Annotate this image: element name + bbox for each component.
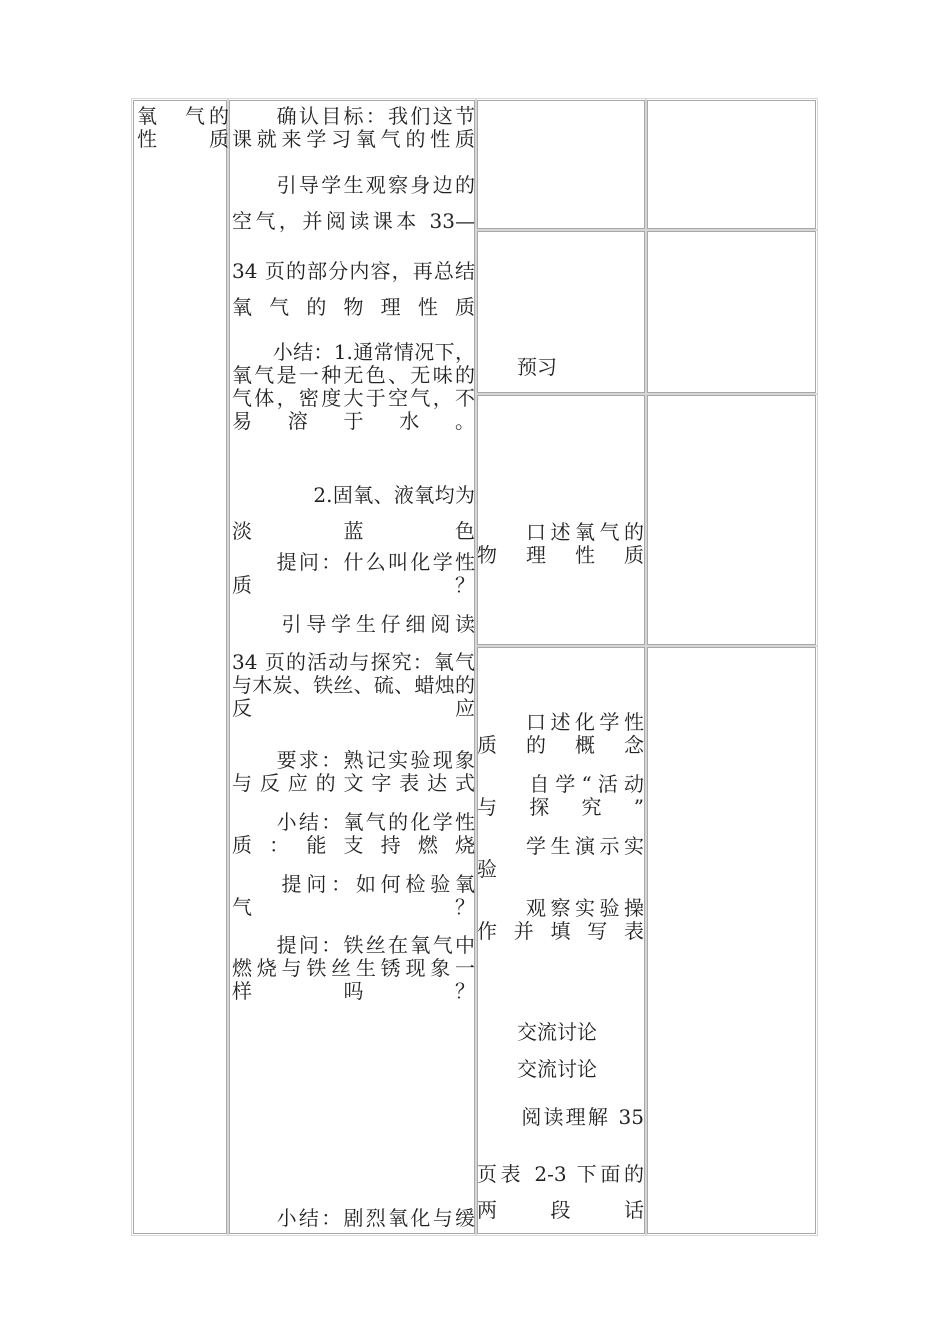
teacher-p6 bbox=[232, 551, 475, 597]
student-s8 bbox=[477, 1058, 644, 1081]
student-line: 与探究” bbox=[477, 795, 644, 819]
teacher-p3 bbox=[232, 253, 475, 325]
teacher-p7 bbox=[232, 613, 475, 636]
teacher-p11 bbox=[232, 873, 475, 919]
student-s6 bbox=[477, 897, 644, 943]
teacher-line: 确认目标：我们这节 bbox=[232, 104, 475, 128]
student-s10 bbox=[477, 1156, 644, 1228]
teacher-line: 氧气是一种无色、无味的 bbox=[232, 363, 475, 387]
student-s2 bbox=[477, 521, 644, 567]
student-s3 bbox=[477, 711, 644, 757]
student-line: 两段话 bbox=[477, 1198, 644, 1222]
teacher-line: 提问：铁丝在氧气中 bbox=[232, 933, 475, 957]
teacher-line: 气？ bbox=[232, 895, 475, 919]
student-s7 bbox=[477, 1021, 644, 1044]
teacher-line: 小结：剧烈氧化与缓 bbox=[232, 1206, 475, 1230]
student-line: 物理性质 bbox=[477, 543, 644, 567]
teacher-line: 淡蓝色 bbox=[232, 519, 475, 543]
teacher-line: 样吗？ bbox=[232, 979, 475, 1003]
student-line: 口述化学性 bbox=[477, 710, 644, 734]
student-line: 观察实验操 bbox=[477, 896, 644, 920]
teacher-p9 bbox=[232, 749, 475, 795]
teacher-p8 bbox=[232, 651, 475, 720]
teacher-p2 bbox=[232, 167, 475, 239]
teacher-line: 提问：如何检验氧 bbox=[232, 872, 475, 896]
notes-cell-row4 bbox=[647, 647, 816, 1234]
student-s1 bbox=[477, 356, 644, 379]
teacher-line: 34 页的活动与探究：氧气 bbox=[232, 650, 475, 674]
student-line: 作并填写表 bbox=[477, 919, 644, 943]
teacher-line: 与反应的文字表达式 bbox=[232, 771, 475, 795]
student-s9 bbox=[477, 1106, 644, 1129]
student-line: 交流讨论 bbox=[477, 1057, 597, 1081]
student-line: 质的概念 bbox=[477, 733, 644, 757]
teacher-line: 34 页的部分内容，再总结 bbox=[232, 259, 475, 283]
student-line: 自学“活动 bbox=[477, 772, 644, 796]
teacher-p1 bbox=[232, 105, 475, 151]
student-s5 bbox=[477, 835, 644, 881]
teacher-line: 引导学生仔细阅读 bbox=[232, 612, 475, 636]
teacher-line: 质：能支持燃烧 bbox=[232, 833, 475, 857]
teacher-line: 空气，并阅读课本 33— bbox=[232, 209, 475, 233]
student-line: 交流讨论 bbox=[477, 1020, 597, 1044]
teacher-line: 2.固氧、液氧均为 bbox=[232, 483, 475, 507]
student-line: 页表 2-3 下面的 bbox=[477, 1162, 644, 1186]
teacher-line: 与木炭、铁丝、硫、蜡烛的 bbox=[232, 673, 475, 697]
teacher-line: 小结：1.通常情况下， bbox=[232, 340, 475, 364]
topic-cell bbox=[133, 100, 227, 1234]
student-line: 预习 bbox=[477, 355, 557, 379]
notes-cell-row2 bbox=[647, 231, 816, 393]
notes-cell-row3 bbox=[647, 395, 816, 645]
teacher-line: 小结：氧气的化学性 bbox=[232, 810, 475, 834]
teacher-p10 bbox=[232, 811, 475, 857]
student-cell-row1 bbox=[477, 100, 645, 229]
teacher-p4 bbox=[232, 341, 475, 433]
teacher-line: 提问：什么叫化学性 bbox=[232, 550, 475, 574]
student-line: 验 bbox=[477, 857, 497, 881]
student-s4 bbox=[477, 773, 644, 819]
topic-text: 氧 气的性质 bbox=[137, 104, 229, 151]
teacher-line: 课就来学习氧气的性质 bbox=[232, 127, 475, 151]
teacher-line: 气体，密度大于空气，不 bbox=[232, 386, 475, 410]
teacher-p12 bbox=[232, 934, 475, 1003]
teacher-line: 反应 bbox=[232, 696, 475, 720]
teacher-line: 燃烧与铁丝生锈现象一 bbox=[232, 956, 475, 980]
student-line: 口述氧气的 bbox=[477, 520, 644, 544]
student-line: 学生演示实 bbox=[477, 834, 644, 858]
notes-cell-row1 bbox=[647, 100, 816, 229]
teacher-line: 易溶于水。 bbox=[232, 409, 475, 433]
teacher-line: 质？ bbox=[232, 573, 475, 597]
teacher-line: 氧气的物理性质 bbox=[232, 295, 475, 319]
teacher-line: 引导学生观察身边的 bbox=[232, 173, 475, 197]
student-line: 阅读理解 35 bbox=[477, 1105, 644, 1129]
teacher-line: 要求：熟记实验现象 bbox=[232, 748, 475, 772]
teacher-p13 bbox=[232, 1207, 475, 1230]
teacher-p5 bbox=[232, 477, 475, 549]
